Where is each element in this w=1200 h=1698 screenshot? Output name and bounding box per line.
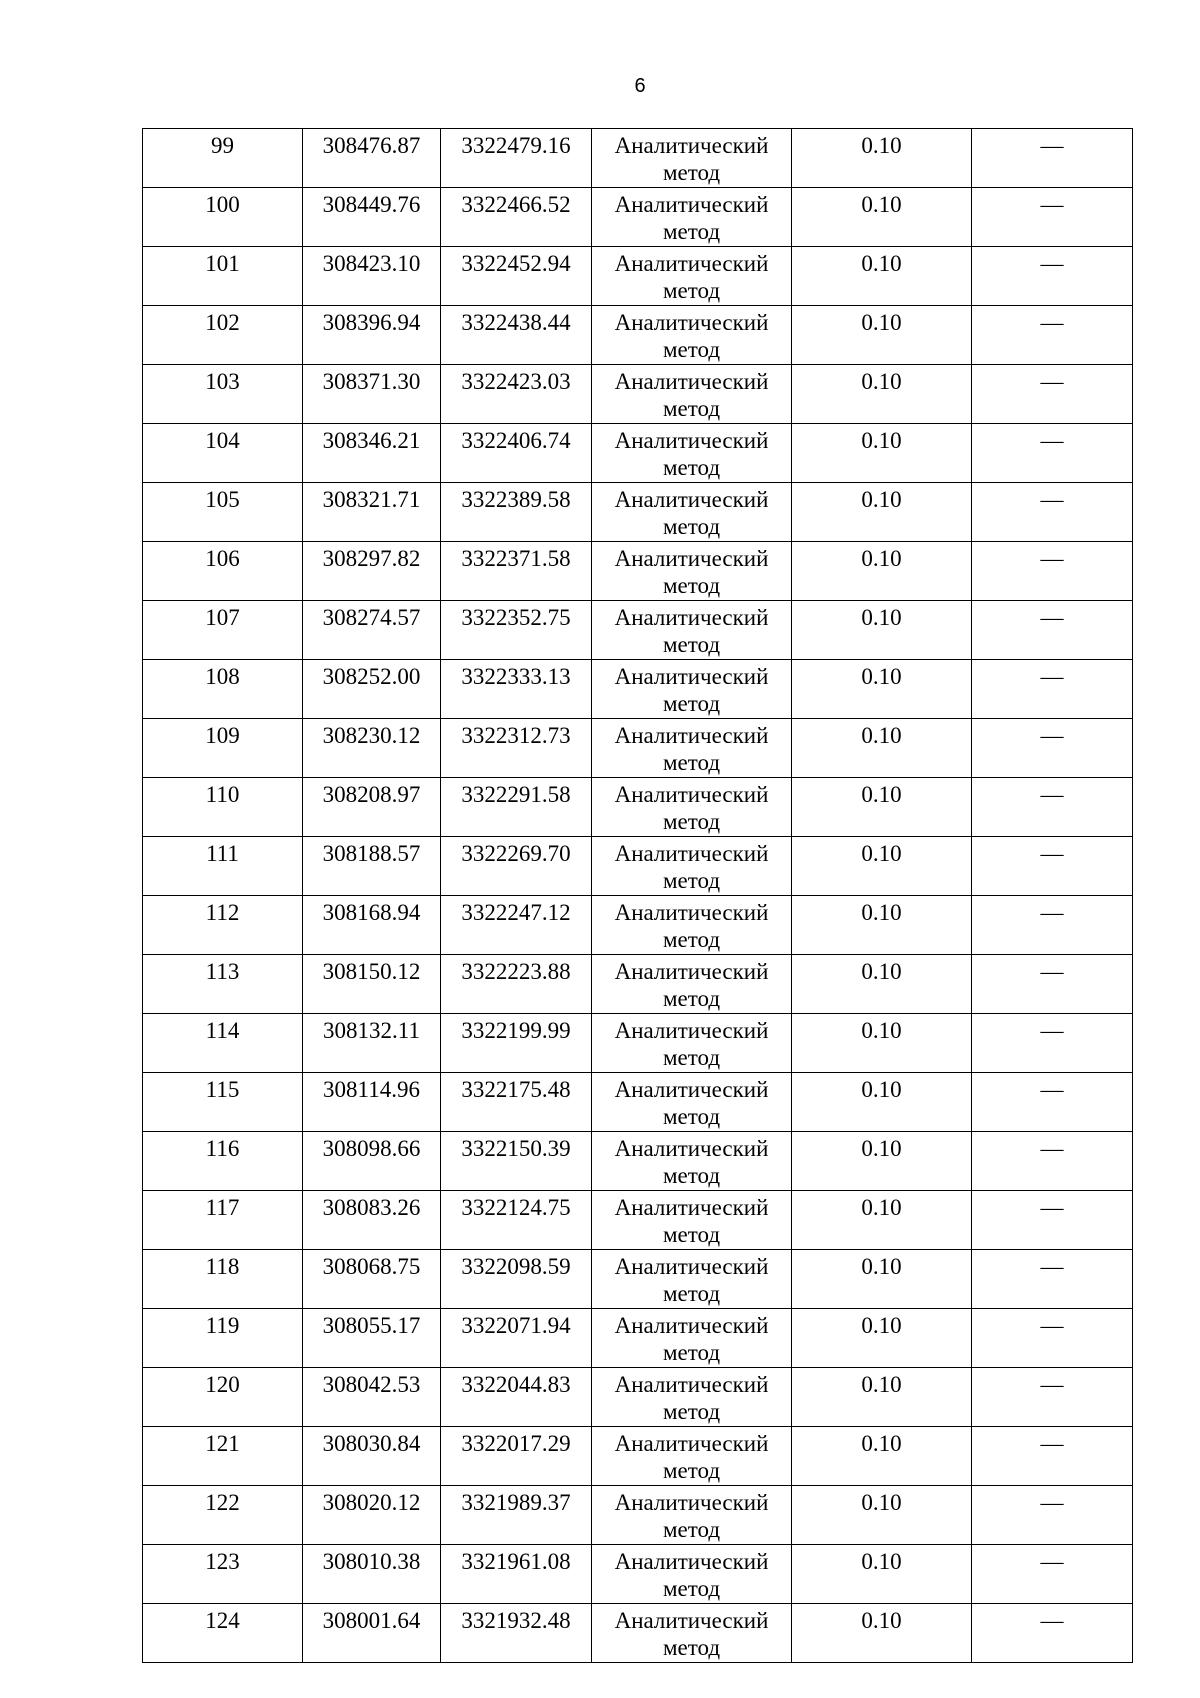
method-text-line1: Аналитический — [614, 1608, 769, 1633]
table-row — [143, 483, 1133, 542]
x-coordinate-cell: 308297.82 — [303, 542, 441, 601]
method-cell — [592, 188, 792, 247]
method-cell — [592, 1545, 792, 1604]
point-number-cell: 118 — [143, 1250, 303, 1309]
coordinates-table — [142, 128, 1133, 1663]
method-text-line1: Аналитический — [614, 841, 769, 866]
point-number-cell: 111 — [143, 837, 303, 896]
method-text-line2: метод — [662, 219, 721, 244]
method-text-line1: Аналитический — [614, 605, 769, 630]
method-text-line2: метод — [662, 1635, 721, 1660]
note-cell: — — [972, 896, 1133, 955]
method-cell — [592, 1191, 792, 1250]
note-cell: — — [972, 247, 1133, 306]
x-coordinate-cell: 308150.12 — [303, 955, 441, 1014]
method-text-line2: метод — [662, 1458, 721, 1483]
x-coordinate-cell: 308396.94 — [303, 306, 441, 365]
method-text-line2: метод — [662, 691, 721, 716]
x-coordinate-cell: 308188.57 — [303, 837, 441, 896]
method-text-line2: метод — [662, 1281, 721, 1306]
table-row — [143, 1427, 1133, 1486]
y-coordinate-cell: 3322333.13 — [441, 660, 592, 719]
method-cell — [592, 424, 792, 483]
accuracy-cell: 0.10 — [792, 1427, 972, 1486]
point-number-cell: 102 — [143, 306, 303, 365]
note-cell: — — [972, 1604, 1133, 1663]
note-cell: — — [972, 1132, 1133, 1191]
method-text-line2: метод — [662, 396, 721, 421]
x-coordinate-cell: 308042.53 — [303, 1368, 441, 1427]
note-cell: — — [972, 1250, 1133, 1309]
method-text-line1: Аналитический — [614, 192, 769, 217]
method-text-line2: метод — [662, 337, 721, 362]
note-cell: — — [972, 483, 1133, 542]
y-coordinate-cell: 3322479.16 — [441, 129, 592, 188]
method-text-line2: метод — [662, 573, 721, 598]
table-row — [143, 1604, 1133, 1663]
accuracy-cell: 0.10 — [792, 1132, 972, 1191]
accuracy-cell: 0.10 — [792, 247, 972, 306]
method-text-line2: метод — [662, 1340, 721, 1365]
method-cell — [592, 542, 792, 601]
x-coordinate-cell: 308252.00 — [303, 660, 441, 719]
y-coordinate-cell: 3322071.94 — [441, 1309, 592, 1368]
method-text-line2: метод — [662, 927, 721, 952]
x-coordinate-cell: 308449.76 — [303, 188, 441, 247]
method-text-line1: Аналитический — [614, 1018, 769, 1043]
y-coordinate-cell: 3322291.58 — [441, 778, 592, 837]
y-coordinate-cell: 3321961.08 — [441, 1545, 592, 1604]
note-cell: — — [972, 306, 1133, 365]
point-number-cell: 112 — [143, 896, 303, 955]
point-number-cell: 109 — [143, 719, 303, 778]
point-number-cell: 108 — [143, 660, 303, 719]
method-cell — [592, 1309, 792, 1368]
table-row — [143, 1191, 1133, 1250]
table-row — [143, 660, 1133, 719]
y-coordinate-cell: 3322124.75 — [441, 1191, 592, 1250]
note-cell: — — [972, 778, 1133, 837]
method-cell — [592, 1427, 792, 1486]
x-coordinate-cell: 308371.30 — [303, 365, 441, 424]
point-number-cell: 124 — [143, 1604, 303, 1663]
method-text-line1: Аналитический — [614, 782, 769, 807]
method-cell — [592, 483, 792, 542]
accuracy-cell: 0.10 — [792, 129, 972, 188]
point-number-cell: 105 — [143, 483, 303, 542]
method-text-line1: Аналитический — [614, 251, 769, 276]
y-coordinate-cell: 3322044.83 — [441, 1368, 592, 1427]
point-number-cell: 101 — [143, 247, 303, 306]
point-number-cell: 120 — [143, 1368, 303, 1427]
method-cell — [592, 837, 792, 896]
x-coordinate-cell: 308230.12 — [303, 719, 441, 778]
y-coordinate-cell: 3322017.29 — [441, 1427, 592, 1486]
method-cell — [592, 1486, 792, 1545]
y-coordinate-cell: 3322466.52 — [441, 188, 592, 247]
method-cell — [592, 955, 792, 1014]
x-coordinate-cell: 308321.71 — [303, 483, 441, 542]
note-cell: — — [972, 601, 1133, 660]
accuracy-cell: 0.10 — [792, 1250, 972, 1309]
method-text-line2: метод — [662, 160, 721, 185]
method-cell — [592, 247, 792, 306]
point-number-cell: 99 — [143, 129, 303, 188]
point-number-cell: 104 — [143, 424, 303, 483]
method-text-line1: Аналитический — [614, 1077, 769, 1102]
table-row — [143, 719, 1133, 778]
x-coordinate-cell: 308030.84 — [303, 1427, 441, 1486]
point-number-cell: 115 — [143, 1073, 303, 1132]
method-cell — [592, 1368, 792, 1427]
x-coordinate-cell: 308346.21 — [303, 424, 441, 483]
note-cell: — — [972, 1191, 1133, 1250]
point-number-cell: 113 — [143, 955, 303, 1014]
note-cell: — — [972, 188, 1133, 247]
y-coordinate-cell: 3322223.88 — [441, 955, 592, 1014]
x-coordinate-cell: 308208.97 — [303, 778, 441, 837]
method-text-line2: метод — [662, 455, 721, 480]
method-text-line2: метод — [662, 1399, 721, 1424]
table-row — [143, 247, 1133, 306]
method-text-line1: Аналитический — [614, 1490, 769, 1515]
method-text-line1: Аналитический — [614, 546, 769, 571]
table-row — [143, 188, 1133, 247]
note-cell: — — [972, 1368, 1133, 1427]
y-coordinate-cell: 3322438.44 — [441, 306, 592, 365]
accuracy-cell: 0.10 — [792, 1191, 972, 1250]
x-coordinate-cell: 308132.11 — [303, 1014, 441, 1073]
method-cell — [592, 778, 792, 837]
accuracy-cell: 0.10 — [792, 1014, 972, 1073]
x-coordinate-cell: 308274.57 — [303, 601, 441, 660]
method-text-line1: Аналитический — [614, 1195, 769, 1220]
method-text-line1: Аналитический — [614, 723, 769, 748]
method-text-line1: Аналитический — [614, 1431, 769, 1456]
y-coordinate-cell: 3322150.39 — [441, 1132, 592, 1191]
note-cell: — — [972, 542, 1133, 601]
point-number-cell: 110 — [143, 778, 303, 837]
x-coordinate-cell: 308001.64 — [303, 1604, 441, 1663]
y-coordinate-cell: 3322423.03 — [441, 365, 592, 424]
x-coordinate-cell: 308020.12 — [303, 1486, 441, 1545]
table-row — [143, 837, 1133, 896]
table-row — [143, 129, 1133, 188]
table-row — [143, 601, 1133, 660]
method-text-line1: Аналитический — [614, 310, 769, 335]
method-cell — [592, 1014, 792, 1073]
point-number-cell: 119 — [143, 1309, 303, 1368]
accuracy-cell: 0.10 — [792, 837, 972, 896]
accuracy-cell: 0.10 — [792, 601, 972, 660]
table-row — [143, 1368, 1133, 1427]
table-row — [143, 1014, 1133, 1073]
method-cell — [592, 896, 792, 955]
note-cell: — — [972, 1486, 1133, 1545]
method-cell — [592, 1073, 792, 1132]
point-number-cell: 114 — [143, 1014, 303, 1073]
point-number-cell: 122 — [143, 1486, 303, 1545]
note-cell: — — [972, 1073, 1133, 1132]
method-text-line1: Аналитический — [614, 1136, 769, 1161]
method-cell — [592, 1250, 792, 1309]
table-row — [143, 424, 1133, 483]
method-cell — [592, 129, 792, 188]
y-coordinate-cell: 3322389.58 — [441, 483, 592, 542]
note-cell: — — [972, 955, 1133, 1014]
accuracy-cell: 0.10 — [792, 660, 972, 719]
point-number-cell: 117 — [143, 1191, 303, 1250]
table-row — [143, 1545, 1133, 1604]
method-text-line1: Аналитический — [614, 1372, 769, 1397]
accuracy-cell: 0.10 — [792, 483, 972, 542]
table-body — [143, 129, 1133, 1663]
y-coordinate-cell: 3322199.99 — [441, 1014, 592, 1073]
accuracy-cell: 0.10 — [792, 1486, 972, 1545]
method-text-line1: Аналитический — [614, 664, 769, 689]
table-row — [143, 306, 1133, 365]
x-coordinate-cell: 308068.75 — [303, 1250, 441, 1309]
method-cell — [592, 365, 792, 424]
table-row — [143, 1073, 1133, 1132]
y-coordinate-cell: 3322247.12 — [441, 896, 592, 955]
method-cell — [592, 1132, 792, 1191]
note-cell: — — [972, 365, 1133, 424]
accuracy-cell: 0.10 — [792, 896, 972, 955]
point-number-cell: 106 — [143, 542, 303, 601]
method-text-line1: Аналитический — [614, 1549, 769, 1574]
accuracy-cell: 0.10 — [792, 1309, 972, 1368]
accuracy-cell: 0.10 — [792, 424, 972, 483]
note-cell: — — [972, 1427, 1133, 1486]
accuracy-cell: 0.10 — [792, 955, 972, 1014]
method-text-line2: метод — [662, 278, 721, 303]
method-text-line2: метод — [662, 1045, 721, 1070]
accuracy-cell: 0.10 — [792, 365, 972, 424]
note-cell: — — [972, 837, 1133, 896]
y-coordinate-cell: 3321932.48 — [441, 1604, 592, 1663]
method-text-line2: метод — [662, 809, 721, 834]
note-cell: — — [972, 424, 1133, 483]
accuracy-cell: 0.10 — [792, 719, 972, 778]
x-coordinate-cell: 308114.96 — [303, 1073, 441, 1132]
note-cell: — — [972, 1545, 1133, 1604]
page-number: 6 — [634, 75, 646, 97]
method-text-line1: Аналитический — [614, 133, 769, 158]
method-text-line2: метод — [662, 868, 721, 893]
point-number-cell: 116 — [143, 1132, 303, 1191]
method-text-line1: Аналитический — [614, 1313, 769, 1338]
accuracy-cell: 0.10 — [792, 778, 972, 837]
method-text-line1: Аналитический — [614, 487, 769, 512]
x-coordinate-cell: 308098.66 — [303, 1132, 441, 1191]
method-text-line2: метод — [662, 1104, 721, 1129]
point-number-cell: 123 — [143, 1545, 303, 1604]
table-row — [143, 1309, 1133, 1368]
y-coordinate-cell: 3322312.73 — [441, 719, 592, 778]
x-coordinate-cell: 308476.87 — [303, 129, 441, 188]
note-cell: — — [972, 719, 1133, 778]
y-coordinate-cell: 3322352.75 — [441, 601, 592, 660]
table-row — [143, 1250, 1133, 1309]
note-cell: — — [972, 129, 1133, 188]
accuracy-cell: 0.10 — [792, 1073, 972, 1132]
method-text-line2: метод — [662, 1163, 721, 1188]
x-coordinate-cell: 308010.38 — [303, 1545, 441, 1604]
y-coordinate-cell: 3322175.48 — [441, 1073, 592, 1132]
y-coordinate-cell: 3322269.70 — [441, 837, 592, 896]
table-row — [143, 1132, 1133, 1191]
table-row — [143, 542, 1133, 601]
table-row — [143, 1486, 1133, 1545]
accuracy-cell: 0.10 — [792, 1545, 972, 1604]
table-row — [143, 778, 1133, 837]
method-cell — [592, 660, 792, 719]
method-text-line1: Аналитический — [614, 959, 769, 984]
method-text-line1: Аналитический — [614, 369, 769, 394]
x-coordinate-cell: 308083.26 — [303, 1191, 441, 1250]
point-number-cell: 100 — [143, 188, 303, 247]
x-coordinate-cell: 308423.10 — [303, 247, 441, 306]
point-number-cell: 121 — [143, 1427, 303, 1486]
point-number-cell: 107 — [143, 601, 303, 660]
method-text-line2: метод — [662, 1576, 721, 1601]
y-coordinate-cell: 3322406.74 — [441, 424, 592, 483]
method-text-line2: метод — [662, 1222, 721, 1247]
y-coordinate-cell: 3322452.94 — [441, 247, 592, 306]
table-row — [143, 365, 1133, 424]
table-row — [143, 955, 1133, 1014]
method-text-line2: метод — [662, 632, 721, 657]
method-cell — [592, 719, 792, 778]
method-text-line2: метод — [662, 750, 721, 775]
accuracy-cell: 0.10 — [792, 306, 972, 365]
y-coordinate-cell: 3322371.58 — [441, 542, 592, 601]
accuracy-cell: 0.10 — [792, 542, 972, 601]
method-text-line1: Аналитический — [614, 900, 769, 925]
method-cell — [592, 306, 792, 365]
method-text-line1: Аналитический — [614, 1254, 769, 1279]
method-text-line2: метод — [662, 1517, 721, 1542]
x-coordinate-cell: 308168.94 — [303, 896, 441, 955]
table-row — [143, 896, 1133, 955]
accuracy-cell: 0.10 — [792, 188, 972, 247]
method-cell — [592, 601, 792, 660]
method-text-line1: Аналитический — [614, 428, 769, 453]
y-coordinate-cell: 3321989.37 — [441, 1486, 592, 1545]
note-cell: — — [972, 1014, 1133, 1073]
method-text-line2: метод — [662, 986, 721, 1011]
note-cell: — — [972, 660, 1133, 719]
method-text-line2: метод — [662, 514, 721, 539]
note-cell: — — [972, 1309, 1133, 1368]
method-cell — [592, 1604, 792, 1663]
accuracy-cell: 0.10 — [792, 1604, 972, 1663]
y-coordinate-cell: 3322098.59 — [441, 1250, 592, 1309]
point-number-cell: 103 — [143, 365, 303, 424]
x-coordinate-cell: 308055.17 — [303, 1309, 441, 1368]
accuracy-cell: 0.10 — [792, 1368, 972, 1427]
